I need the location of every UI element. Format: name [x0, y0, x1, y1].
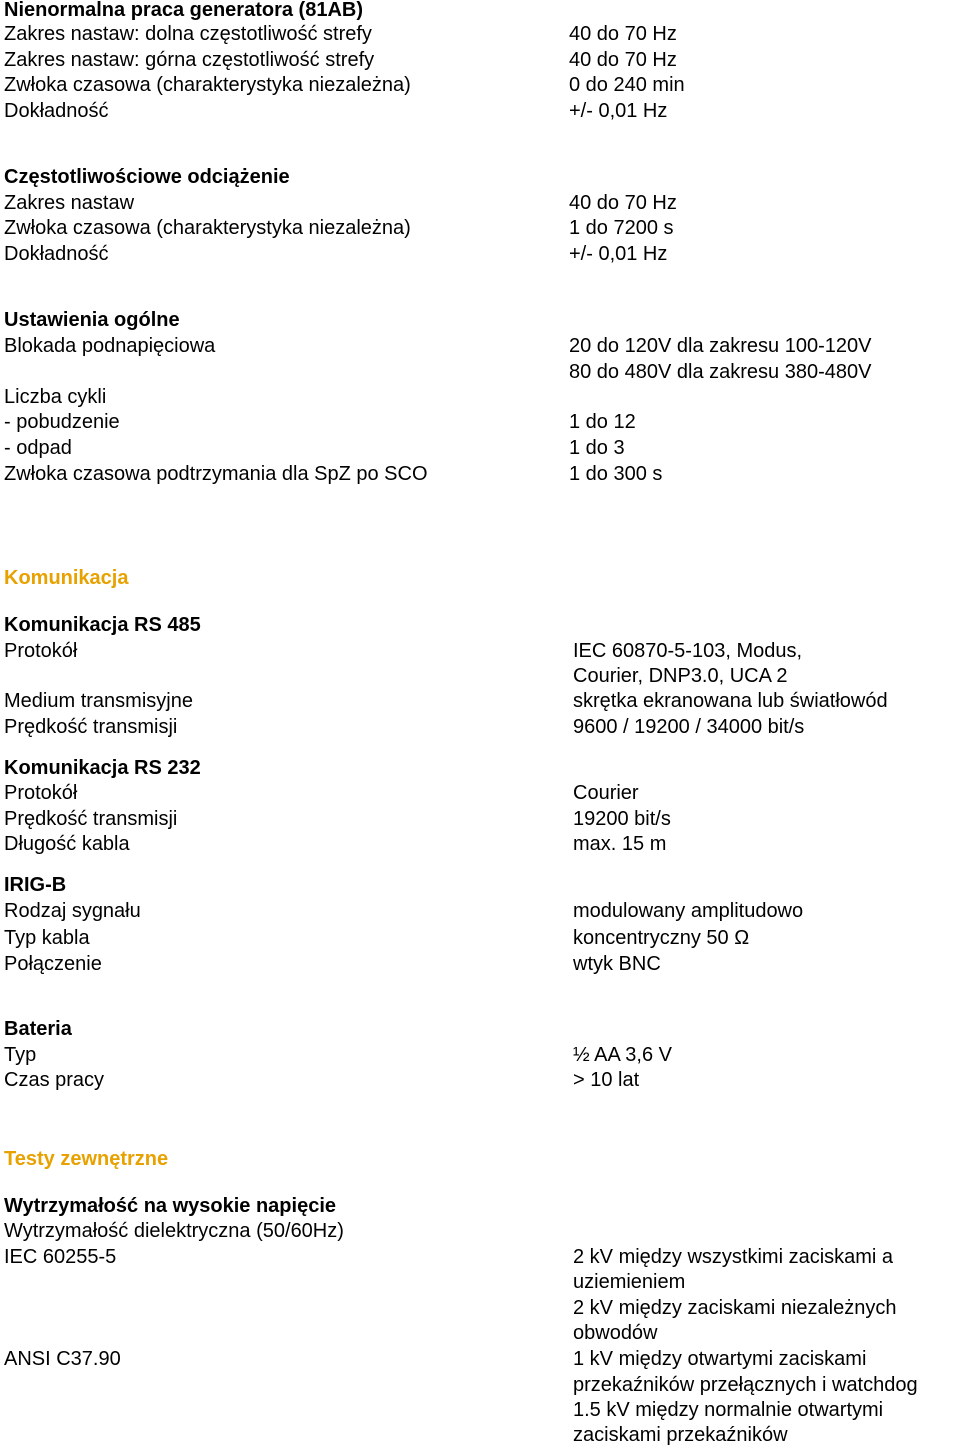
rs485-medium-label: Medium transmisyjne: [4, 690, 193, 712]
load-shedding-title: Częstotliwościowe odciążenie: [4, 166, 290, 188]
iec-value-line: uziemieniem: [573, 1271, 686, 1293]
row-value: 0 do 240 min: [569, 74, 685, 96]
rs485-speed-value: 9600 / 19200 / 34000 bit/s: [573, 716, 805, 738]
row-label: Dokładność: [4, 243, 109, 265]
row-label: Połączenie: [4, 953, 102, 975]
external-tests-section-heading: Testy zewnętrzne: [4, 1148, 169, 1170]
iec-value-line: obwodów: [573, 1322, 658, 1344]
row-value: 1 do 300 s: [569, 463, 663, 485]
undervoltage-label: Blokada podnapięciowa: [4, 335, 216, 357]
row-value: koncentryczny 50 Ω: [573, 927, 750, 949]
row-label: Protokół: [4, 782, 78, 804]
row-label: Typ: [4, 1044, 37, 1066]
ansi-value-line: 1.5 kV między normalnie otwartymi: [573, 1399, 884, 1421]
communication-section-heading: Komunikacja: [4, 567, 129, 589]
ansi-label: ANSI C37.90: [4, 1348, 121, 1370]
irig-title: IRIG-B: [4, 874, 67, 896]
row-value: modulowany amplitudowo: [573, 900, 804, 922]
row-value: Courier: [573, 782, 639, 804]
undervoltage-value-1: 20 do 120V dla zakresu 100-120V: [569, 335, 872, 357]
general-settings-title: Ustawienia ogólne: [4, 309, 180, 331]
row-value: 1 do 12: [569, 411, 636, 433]
row-label: Zakres nastaw: górna częstotliwość strefy: [4, 49, 375, 71]
high-voltage-title: Wytrzymałość na wysokie napięcie: [4, 1195, 337, 1217]
row-label: Długość kabla: [4, 833, 130, 855]
ansi-value-line: przekaźników przełącznych i watchdog: [573, 1374, 918, 1396]
ansi-value-line: 1 kV między otwartymi zaciskami: [573, 1348, 867, 1370]
row-label: Rodzaj sygnału: [4, 900, 141, 922]
row-label: - odpad: [4, 437, 72, 459]
iec-value-line: 2 kV między zaciskami niezależnych: [573, 1297, 897, 1319]
row-value: ½ AA 3,6 V: [573, 1044, 672, 1066]
row-value: 40 do 70 Hz: [569, 23, 677, 45]
row-value: > 10 lat: [573, 1069, 640, 1091]
row-value: 40 do 70 Hz: [569, 192, 677, 214]
cycles-label: Liczba cykli: [4, 386, 107, 408]
row-label: Dokładność: [4, 100, 109, 122]
row-value: 40 do 70 Hz: [569, 49, 677, 71]
row-label: - pobudzenie: [4, 411, 120, 433]
iec-value-line: 2 kV między wszystkimi zaciskami a: [573, 1246, 894, 1268]
row-value: +/- 0,01 Hz: [569, 243, 668, 265]
row-value: 19200 bit/s: [573, 808, 671, 830]
row-label: Zwłoka czasowa (charakterystyka niezależna): [4, 74, 411, 96]
row-label: Prędkość transmisji: [4, 808, 178, 830]
row-label: Zwłoka czasowa podtrzymania dla SpZ po SCO: [4, 463, 428, 485]
rs485-protocol-label: Protokół: [4, 640, 78, 662]
rs485-protocol-value-2: Courier, DNP3.0, UCA 2: [573, 665, 788, 687]
row-label: Zakres nastaw: dolna częstotliwość strefy: [4, 23, 372, 45]
rs232-title: Komunikacja RS 232: [4, 757, 201, 779]
row-label: Zakres nastaw: [4, 192, 135, 214]
row-value: wtyk BNC: [573, 953, 661, 975]
battery-title: Bateria: [4, 1018, 72, 1040]
row-label: Typ kabla: [4, 927, 90, 949]
row-value: 1 do 3: [569, 437, 625, 459]
generator-section-title: Nienormalna praca generatora (81AB): [4, 0, 364, 21]
row-value: max. 15 m: [573, 833, 667, 855]
row-value: 1 do 7200 s: [569, 217, 674, 239]
row-label: Zwłoka czasowa (charakterystyka niezależna): [4, 217, 411, 239]
row-label: Czas pracy: [4, 1069, 105, 1091]
dielectric-label: Wytrzymałość dielektryczna (50/60Hz): [4, 1220, 344, 1242]
rs485-speed-label: Prędkość transmisji: [4, 716, 178, 738]
rs485-title: Komunikacja RS 485: [4, 614, 201, 636]
rs485-medium-value: skrętka ekranowana lub światłowód: [573, 690, 888, 712]
ansi-value-line: zaciskami przekaźników: [573, 1424, 788, 1446]
iec-label: IEC 60255-5: [4, 1246, 117, 1268]
row-value: +/- 0,01 Hz: [569, 100, 668, 122]
rs485-protocol-value-1: IEC 60870-5-103, Modus,: [573, 640, 803, 662]
undervoltage-value-2: 80 do 480V dla zakresu 380-480V: [569, 361, 872, 383]
